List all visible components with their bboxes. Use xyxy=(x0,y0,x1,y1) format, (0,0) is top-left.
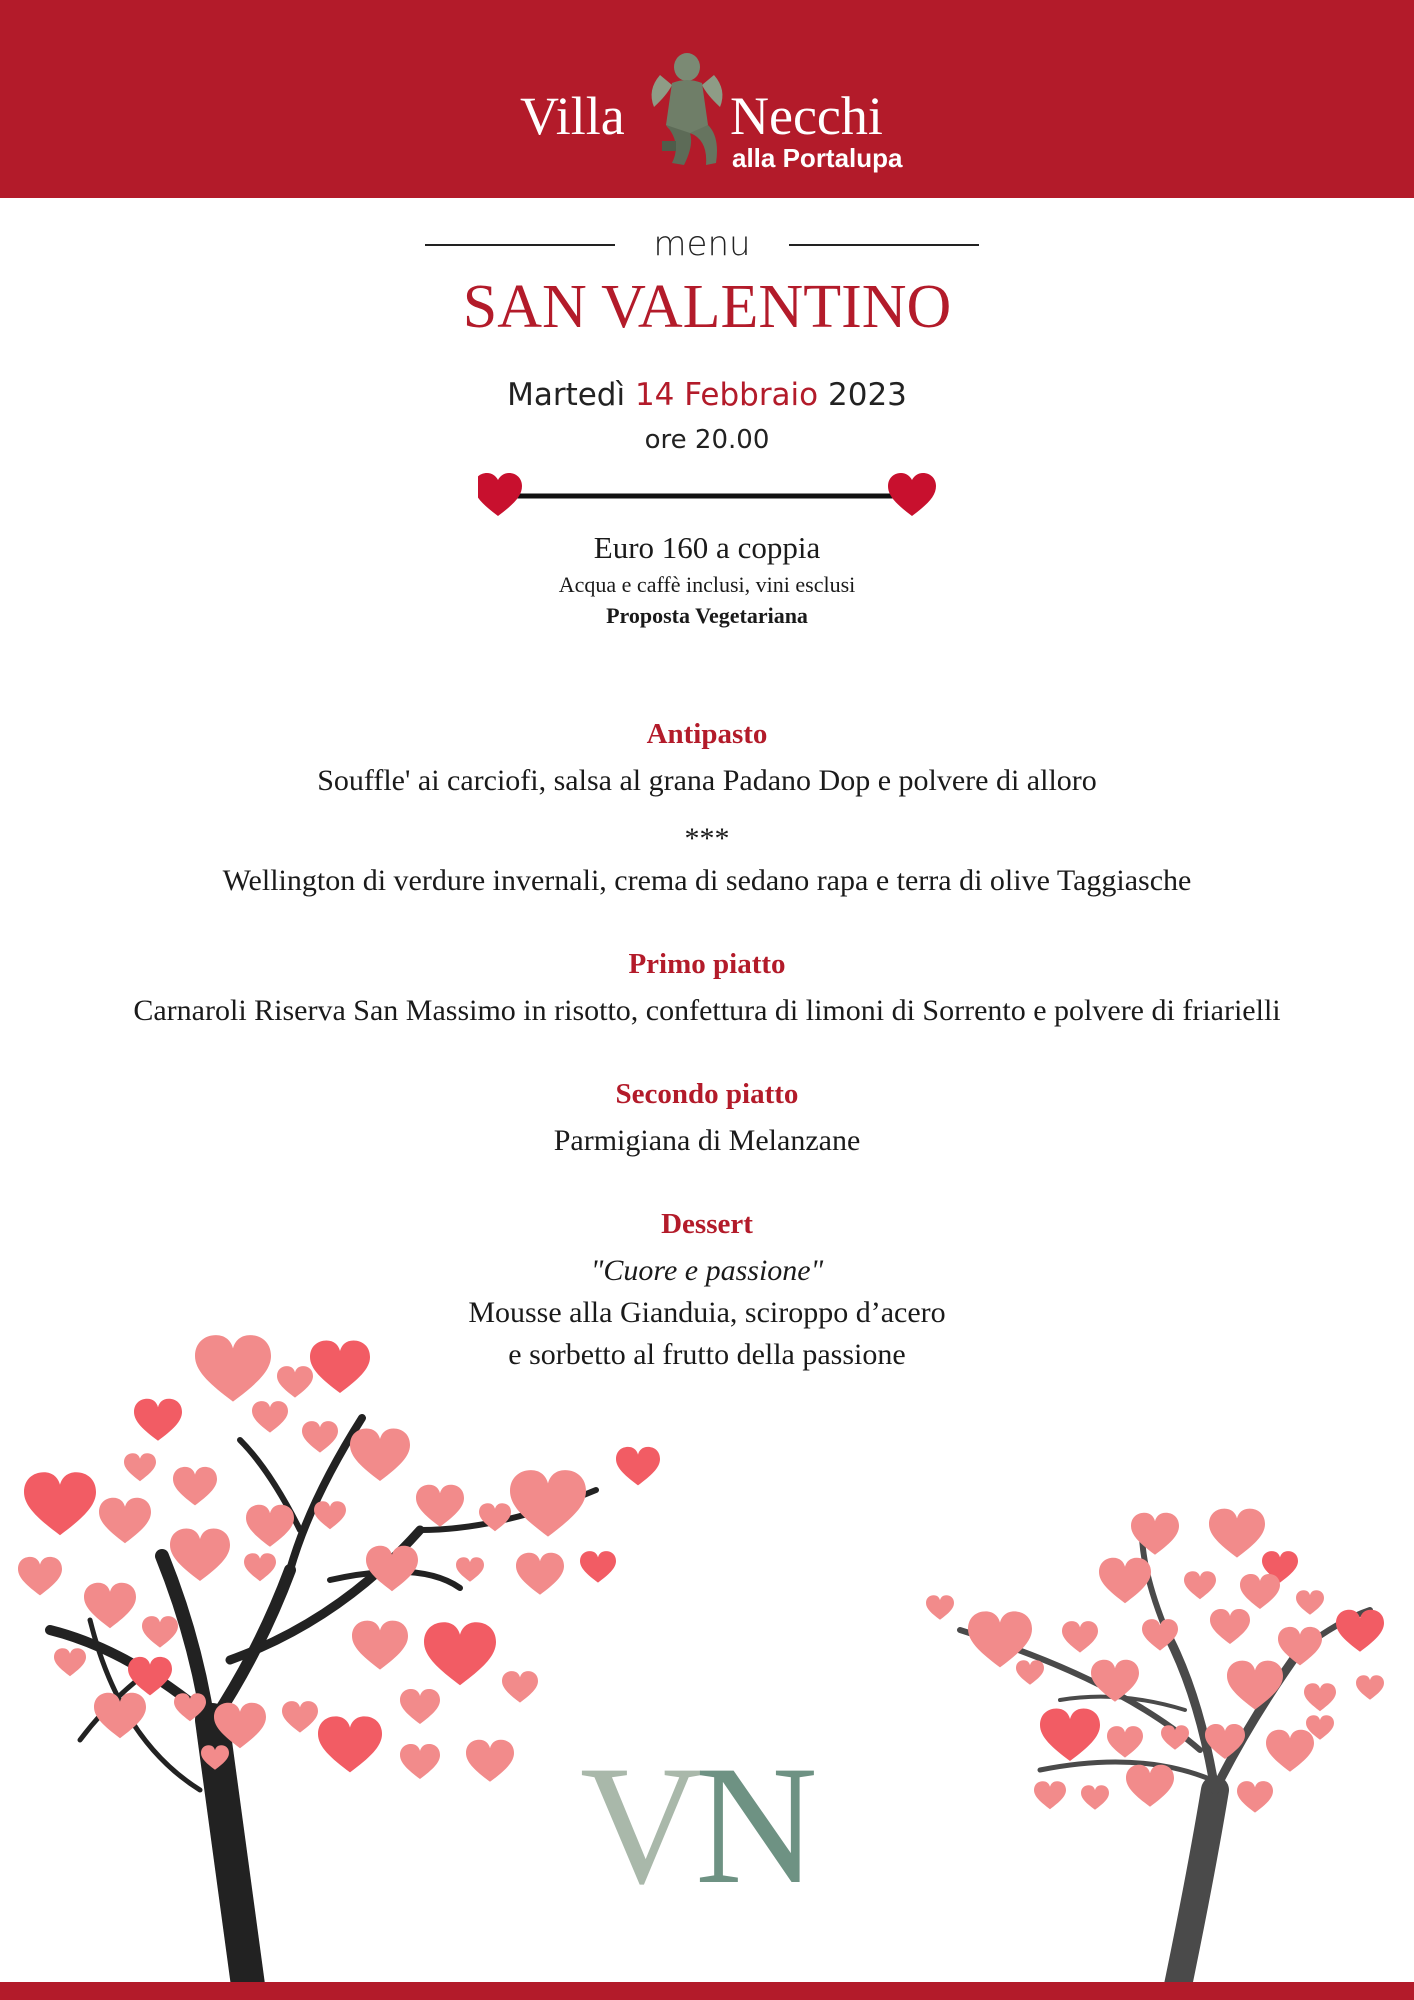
logo-necchi-text: Necchi xyxy=(730,86,883,146)
dish-dessert-line2: e sorbetto al frutto della passione xyxy=(508,1338,906,1371)
date-weekday: Martedì xyxy=(507,377,626,413)
course-antipasto: Antipasto xyxy=(646,718,768,750)
divider-right xyxy=(789,244,979,246)
date-day-month: 14 Febbraio xyxy=(634,377,819,413)
menu-label: menu xyxy=(653,224,751,264)
left-tree-hearts xyxy=(18,1335,660,1782)
angel-statue-icon xyxy=(642,45,732,170)
logo-villa-text: Villa xyxy=(520,86,625,146)
header-band xyxy=(0,0,1414,198)
price: Euro 160 a coppia xyxy=(593,530,821,565)
villa-necchi-logo xyxy=(520,45,910,175)
dish-antipasto-2: Wellington di verdure invernali, crema di sedano rapa e terra di olive Taggiasche xyxy=(222,864,1192,897)
monogram-v: V xyxy=(580,1731,703,1919)
vn-monogram xyxy=(580,1731,840,1919)
course-secondo: Secondo piatto xyxy=(615,1078,799,1110)
price-note: Acqua e caffè inclusi, vini esclusi xyxy=(558,572,856,597)
event-time: ore 20.00 xyxy=(644,425,770,455)
menu-label-row xyxy=(425,220,979,270)
dish-primo: Carnaroli Riserva San Massimo in risotto, confettura di limoni di Sorrento e polvere di friarielli xyxy=(133,994,1281,1027)
vegetarian-label: Proposta Vegetariana xyxy=(606,603,808,628)
dish-separator: *** xyxy=(684,822,730,855)
date-year: 2023 xyxy=(828,377,907,413)
dish-secondo: Parmigiana di Melanzane xyxy=(553,1124,861,1157)
course-primo: Primo piatto xyxy=(628,948,786,980)
dish-dessert-name: "Cuore e passione" xyxy=(590,1254,824,1287)
dish-antipasto-1: Souffle' ai carciofi, salsa al grana Padano Dop e polvere di alloro xyxy=(317,764,1097,797)
logo-portalupa-text: alla Portalupa xyxy=(732,143,903,173)
heart-icon xyxy=(888,473,936,516)
page-title: SAN VALENTINO xyxy=(462,273,952,341)
heart-icon xyxy=(478,473,522,516)
monogram-n: N xyxy=(695,1731,818,1919)
event-date xyxy=(0,377,1414,413)
course-dessert: Dessert xyxy=(661,1208,753,1240)
footer-band xyxy=(0,1982,1414,2000)
heart-divider xyxy=(478,470,936,520)
right-tree-hearts xyxy=(926,1509,1384,1813)
dish-dessert-line1: Mousse alla Gianduia, sciroppo d’acero xyxy=(468,1296,946,1329)
